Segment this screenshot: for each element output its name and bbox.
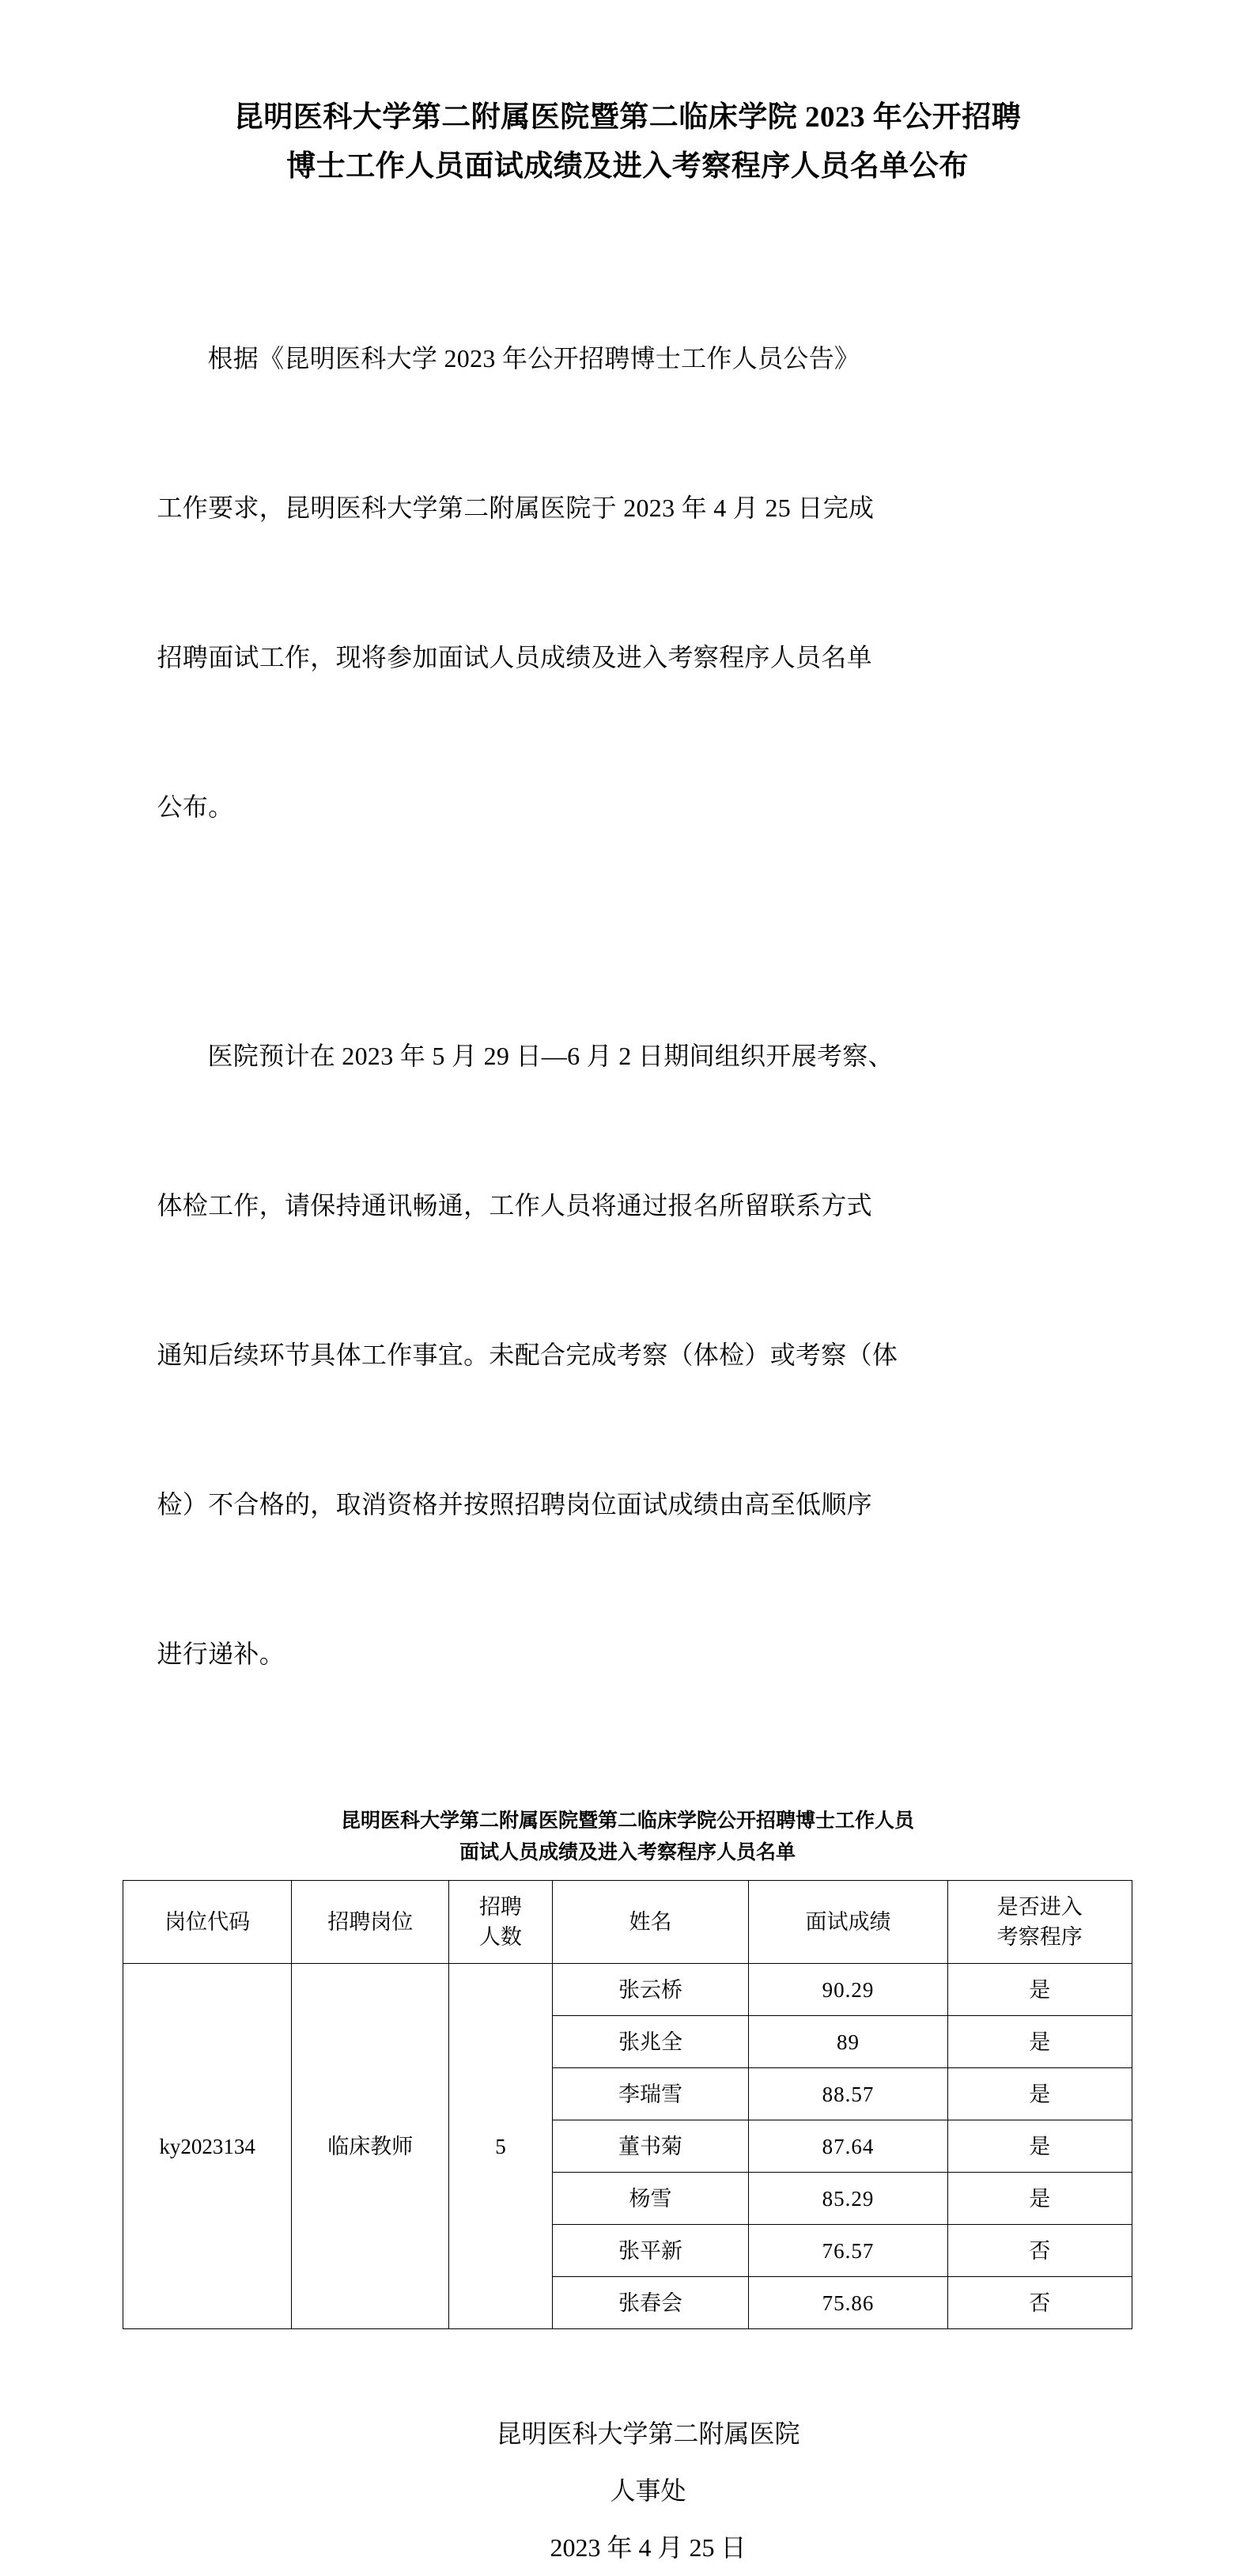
cell-enter-inspection: 是 <box>947 2016 1132 2068</box>
cell-interview-score: 88.57 <box>749 2068 947 2120</box>
cell-candidate-name: 李瑞雪 <box>552 2068 749 2120</box>
results-table-container <box>123 1880 1132 2329</box>
paragraph-1-line-3: 招聘面试工作，现将参加面试人员成绩及进入考察程序人员名单 <box>157 643 872 671</box>
cell-candidate-name: 杨雪 <box>552 2173 749 2225</box>
paragraph-1-line-1: 根据《昆明医科大学 2023 年公开招聘博士工作人员公告》 <box>207 344 860 373</box>
paragraph-2 <box>157 932 1098 1779</box>
cell-interview-score: 75.86 <box>749 2277 947 2329</box>
column-header-headcount <box>449 1881 552 1964</box>
paragraph-2-line-3: 通知后续环节具体工作事宜。未配合完成考察（体检）或考察（体 <box>157 1341 898 1369</box>
signature-organization: 昆明医科大学第二附属医院 <box>496 2419 800 2448</box>
document-body <box>157 191 1098 1869</box>
results-table <box>123 1880 1132 2329</box>
table-caption-line-2: 面试人员成绩及进入考察程序人员名单 <box>459 1842 796 1863</box>
page-title <box>0 0 1255 191</box>
paragraph-1 <box>157 234 1098 932</box>
column-header-name: 姓名 <box>552 1881 749 1964</box>
column-header-interview-score: 面试成绩 <box>749 1881 947 1964</box>
cell-candidate-name: 董书菊 <box>552 2120 749 2173</box>
cell-interview-score: 87.64 <box>749 2120 947 2173</box>
signature-date: 2023 年 4 月 25 日 <box>550 2533 747 2562</box>
cell-enter-inspection: 否 <box>947 2277 1132 2329</box>
cell-enter-inspection: 是 <box>947 2173 1132 2225</box>
column-header-headcount-line-1: 招聘 <box>478 1895 522 1919</box>
cell-headcount: 5 <box>449 1964 552 2329</box>
paragraph-1-line-4: 公布。 <box>157 792 234 821</box>
cell-interview-score: 76.57 <box>749 2225 947 2277</box>
cell-enter-inspection: 是 <box>947 2120 1132 2173</box>
paragraph-2-line-1: 医院预计在 2023 年 5 月 29 日—6 月 2 日期间组织开展考察、 <box>207 1042 894 1070</box>
cell-job-code: ky2023134 <box>123 1964 292 2329</box>
cell-candidate-name: 张春会 <box>552 2277 749 2329</box>
cell-enter-inspection: 是 <box>947 1964 1132 2016</box>
table-row <box>123 1964 1132 2016</box>
page-title-line-1: 昆明医科大学第二附属医院暨第二临床学院 2023 年公开招聘 <box>233 101 1022 134</box>
column-header-enter-inspection-line-1: 是否进入 <box>996 1895 1083 1919</box>
paragraph-2-line-5: 进行递补。 <box>157 1640 285 1668</box>
cell-enter-inspection: 否 <box>947 2225 1132 2277</box>
cell-interview-score: 85.29 <box>749 2173 947 2225</box>
page-title-line-2: 博士工作人员面试成绩及进入考察程序人员名单公布 <box>286 150 969 183</box>
signature-block <box>0 2405 1255 2576</box>
cell-candidate-name: 张云桥 <box>552 1964 749 2016</box>
paragraph-1-line-2: 工作要求，昆明医科大学第二附属医院于 2023 年 4 月 25 日完成 <box>157 494 875 522</box>
signature-department: 人事处 <box>610 2476 686 2505</box>
cell-candidate-name: 张兆全 <box>552 2016 749 2068</box>
table-header-row <box>123 1881 1132 1964</box>
paragraph-2-line-4: 检）不合格的，取消资格并按照招聘岗位面试成绩由高至低顺序 <box>157 1490 872 1519</box>
column-header-enter-inspection-line-2: 考察程序 <box>996 1925 1083 1949</box>
column-header-job-position: 招聘岗位 <box>292 1881 449 1964</box>
table-caption-line-1: 昆明医科大学第二附属医院暨第二临床学院公开招聘博士工作人员 <box>340 1810 914 1832</box>
cell-job-position: 临床教师 <box>292 1964 449 2329</box>
column-header-headcount-line-2: 人数 <box>478 1925 522 1949</box>
cell-candidate-name: 张平新 <box>552 2225 749 2277</box>
table-caption <box>157 1806 1098 1869</box>
column-header-job-code: 岗位代码 <box>123 1881 292 1964</box>
cell-interview-score: 90.29 <box>749 1964 947 2016</box>
table-body <box>123 1964 1132 2329</box>
paragraph-2-line-2: 体检工作，请保持通讯畅通，工作人员将通过报名所留联系方式 <box>157 1191 872 1220</box>
cell-interview-score: 89 <box>749 2016 947 2068</box>
cell-enter-inspection: 是 <box>947 2068 1132 2120</box>
column-header-enter-inspection <box>947 1881 1132 1964</box>
